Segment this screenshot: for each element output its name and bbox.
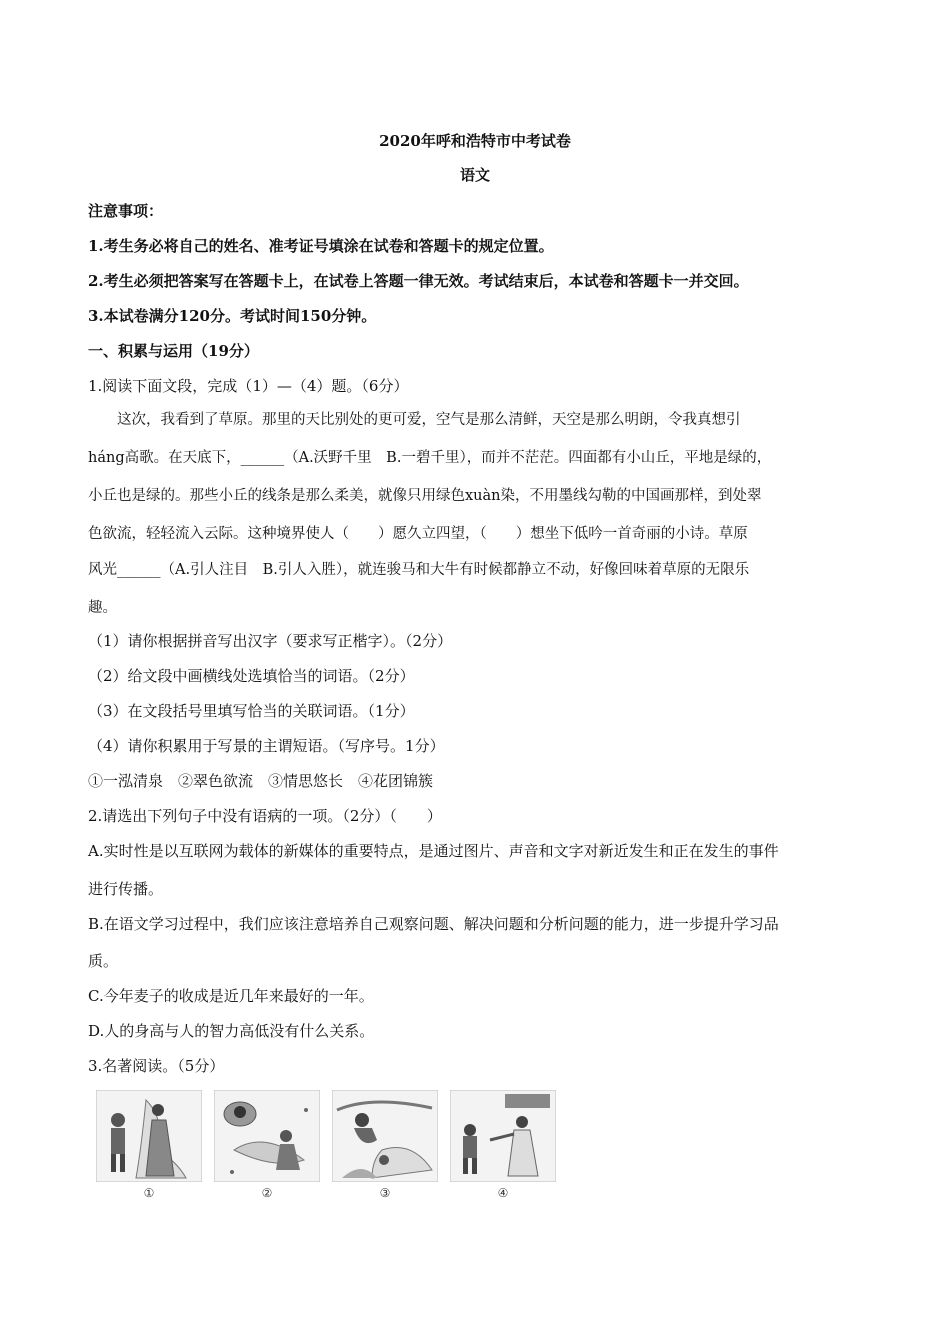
- exam-title: 2020年呼和浩特市中考试卷: [379, 132, 571, 150]
- illustration-4: [450, 1090, 556, 1200]
- illustration-label: ③: [379, 1186, 391, 1200]
- illustration-label: ①: [143, 1186, 155, 1200]
- sub-question: （1）请你根据拼音写出汉字（要求写正楷字）。（2分）: [88, 632, 453, 650]
- illustration-1: [96, 1090, 202, 1200]
- question-1-stem: 1.阅读下面文段，完成（1）—（4）题。（6分）: [88, 377, 409, 395]
- option-b: B.在语文学习过程中，我们应该注意培养自己观察问题、解决问题和分析问题的能力，进一步提升学习品: [88, 915, 779, 933]
- option-a-cont: 进行传播。: [88, 880, 164, 898]
- notice-item: 3.本试卷满分120分。考试时间150分钟。: [88, 307, 377, 325]
- passage-line: 小丘也是绿的。那些小丘的线条是那么柔美，就像只用绿色xuàn染，不用墨线勾勒的中国画那样，到处翠: [88, 488, 762, 504]
- illustration-4-image: [450, 1090, 556, 1182]
- passage-line: 这次，我看到了草原。那里的天比别处的更可爱，空气是那么清鲜，天空是那么明朗，令我真想引: [88, 412, 741, 428]
- illustration-row: [96, 1090, 556, 1200]
- option-a: A.实时性是以互联网为载体的新媒体的重要特点，是通过图片、声音和文字对新近发生和正在发生的事件: [88, 842, 779, 860]
- question-2-stem: 2.请选出下列句子中没有语病的一项。（2分）（ ）: [88, 807, 442, 825]
- option-d: D.人的身高与人的智力高低没有什么关系。: [88, 1022, 375, 1040]
- passage-line: 色欲流，轻轻流入云际。这种境界使人（ ）愿久立四望，（ ）想坐下低吟一首奇丽的小诗。草原: [88, 526, 748, 542]
- option-b-cont: 质。: [88, 952, 119, 970]
- illustration-2: [214, 1090, 320, 1200]
- illustration-label: ②: [261, 1186, 273, 1200]
- passage-line: háng高歌。在天底下，______（A.沃野千里 B.一碧千里），而并不茫茫。四面都有小山丘，平地是绿的，: [88, 450, 772, 466]
- illustration-3: [332, 1090, 438, 1200]
- illustration-label: ④: [497, 1186, 509, 1200]
- illustration-3-image: [332, 1090, 438, 1182]
- notice-item: 2.考生必须把答案写在答题卡上，在试卷上答题一律无效。考试结束后，本试卷和答题卡一并交回。: [88, 272, 749, 290]
- option-c: C.今年麦子的收成是近几年来最好的一年。: [88, 987, 374, 1005]
- question-3-stem: 3.名著阅读。（5分）: [88, 1057, 225, 1075]
- sub-question: （3）在文段括号里填写恰当的关联词语。（1分）: [88, 702, 415, 720]
- notice-item: 1.考生务必将自己的姓名、准考证号填涂在试卷和答题卡的规定位置。: [88, 237, 554, 255]
- phrase-options: ①一泓清泉 ②翠色欲流 ③情思悠长 ④花团锦簇: [88, 772, 434, 790]
- illustration-2-image: [214, 1090, 320, 1182]
- illustration-1-image: [96, 1090, 202, 1182]
- exam-subject: 语文: [459, 166, 490, 184]
- sub-question: （4）请你积累用于写景的主谓短语。（写序号。1分）: [88, 737, 445, 755]
- section-heading: 一、积累与运用（19分）: [88, 342, 259, 360]
- passage-line: 风光______（A.引人注目 B.引人入胜），就连骏马和大牛有时候都静立不动，好像回味着草原的无限乐: [88, 562, 750, 578]
- sub-question: （2）给文段中画横线处选填恰当的词语。（2分）: [88, 667, 415, 685]
- notice-heading: 注意事项：: [88, 202, 164, 220]
- passage-line: 趣。: [88, 600, 117, 616]
